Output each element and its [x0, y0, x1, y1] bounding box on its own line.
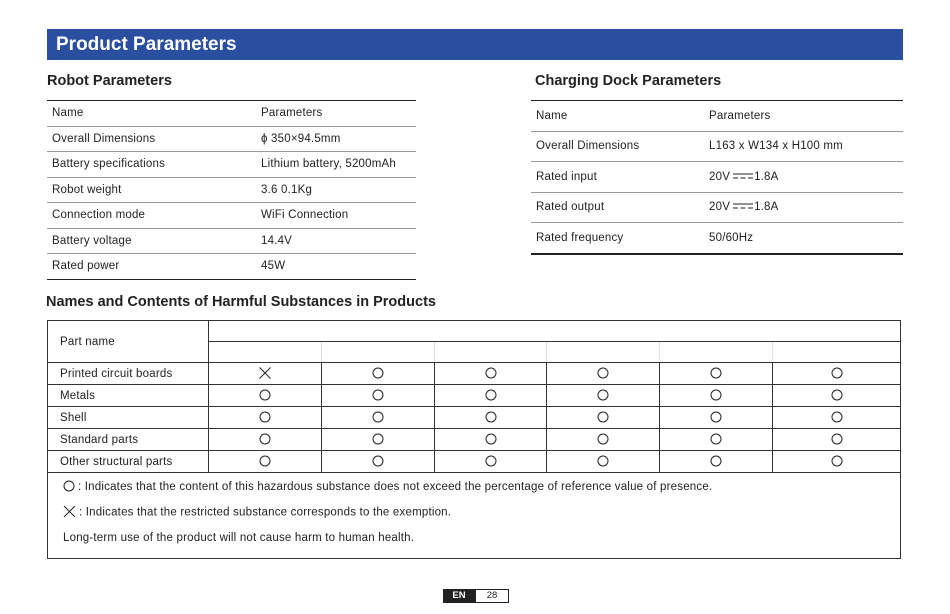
- hazard-cell: [208, 385, 321, 407]
- note-cross: [63, 506, 451, 519]
- circle-icon: [259, 389, 271, 401]
- circle-icon: [259, 433, 271, 445]
- hazard-cell: [434, 407, 547, 429]
- circle-icon: [372, 455, 384, 467]
- substance-header: [660, 342, 773, 363]
- hazard-cell: [773, 363, 900, 385]
- dc-symbol-icon: [733, 172, 753, 180]
- hazard-row: [48, 385, 900, 407]
- hazard-row: [48, 451, 900, 473]
- robot-param-name: Connection mode: [47, 203, 256, 229]
- page-title: Product Parameters: [56, 34, 237, 55]
- hazard-cell: [208, 429, 321, 451]
- substance-header: [547, 342, 660, 363]
- hazard-cell: [660, 407, 773, 429]
- hazard-row: [48, 363, 900, 385]
- hazard-cell: [208, 407, 321, 429]
- circle-icon: [597, 389, 609, 401]
- robot-param-name: Robot weight: [47, 177, 256, 203]
- dock-param-name: Rated output: [531, 192, 704, 223]
- part-name: Other structural parts: [48, 451, 208, 473]
- dock-param-value: [704, 192, 903, 223]
- robot-param-value: 3.6 0.1Kg: [256, 177, 416, 203]
- page-title-bar: [47, 29, 903, 60]
- dock-param-row: [531, 101, 903, 132]
- robot-param-value: WiFi Connection: [256, 203, 416, 229]
- circle-icon: [372, 433, 384, 445]
- hazard-row: [48, 407, 900, 429]
- dock-param-value: L163 x W134 x H100 mm: [704, 131, 903, 162]
- robot-param-row: [47, 203, 416, 229]
- circle-icon: [372, 389, 384, 401]
- circle-icon: [831, 455, 843, 467]
- dock-param-row: [531, 192, 903, 223]
- dock-parameters-title: Charging Dock Parameters: [535, 73, 722, 89]
- part-name: Printed circuit boards: [48, 363, 208, 385]
- hazard-cell: [660, 429, 773, 451]
- circle-icon: [710, 367, 722, 379]
- hazard-cell: [660, 363, 773, 385]
- robot-param-row: [47, 101, 416, 127]
- note-circle: [63, 481, 712, 493]
- robot-param-name: Battery specifications: [47, 152, 256, 178]
- dock-parameters-table: [531, 100, 903, 255]
- hazard-section-title: Names and Contents of Harmful Substances in Products: [46, 294, 436, 310]
- dock-param-name: Overall Dimensions: [531, 131, 704, 162]
- circle-icon: [831, 367, 843, 379]
- part-name: Standard parts: [48, 429, 208, 451]
- substance-header: [208, 342, 321, 363]
- hazard-cell: [773, 429, 900, 451]
- circle-icon: [259, 455, 271, 467]
- robot-param-name: Overall Dimensions: [47, 126, 256, 152]
- circle-icon: [259, 411, 271, 423]
- circle-icon: [485, 455, 497, 467]
- page-footer: [443, 589, 509, 603]
- robot-param-name: Name: [47, 101, 256, 127]
- dock-param-row: [531, 131, 903, 162]
- circle-icon: [372, 411, 384, 423]
- hazard-cell: [547, 451, 660, 473]
- language-badge: EN: [443, 589, 475, 603]
- circle-icon: [485, 389, 497, 401]
- hazard-cell: [660, 385, 773, 407]
- hazard-box: [47, 320, 901, 559]
- note-circle-text: : Indicates that the content of this hazardous substance does not exceed the percentage of reference value of presence.: [78, 481, 713, 494]
- robot-param-value: ϕ 350×94.5mm: [256, 126, 416, 152]
- dock-param-row: [531, 162, 903, 193]
- hazard-cell: [434, 363, 547, 385]
- dock-param-value: [704, 162, 903, 193]
- hazard-cell: [547, 363, 660, 385]
- hazard-row: [48, 429, 900, 451]
- cross-icon: [63, 505, 76, 518]
- hazard-cell: [208, 451, 321, 473]
- voltage-value: 20V: [709, 170, 731, 183]
- dock-param-name: Rated input: [531, 162, 704, 193]
- hazard-cell: [773, 407, 900, 429]
- hazard-cell: [321, 363, 434, 385]
- hazard-cell: [773, 385, 900, 407]
- robot-param-name: Battery voltage: [47, 228, 256, 254]
- hazard-cell: [660, 451, 773, 473]
- circle-icon: [710, 389, 722, 401]
- current-value: 1.8A: [754, 201, 779, 214]
- substance-group-header: [208, 321, 900, 342]
- circle-icon: [597, 455, 609, 467]
- hazard-cell: [773, 451, 900, 473]
- robot-param-value: Lithium battery, 5200mAh: [256, 152, 416, 178]
- page-number: 28: [475, 589, 509, 603]
- circle-icon: [597, 367, 609, 379]
- voltage-value: 20V: [709, 201, 731, 214]
- substance-header: [321, 342, 434, 363]
- circle-icon: [485, 433, 497, 445]
- robot-param-row: [47, 152, 416, 178]
- dock-param-value: 50/60Hz: [704, 223, 903, 254]
- circle-icon: [831, 433, 843, 445]
- circle-icon: [485, 367, 497, 379]
- dc-symbol-icon: [733, 202, 753, 210]
- robot-param-name: Rated power: [47, 254, 256, 280]
- robot-param-row: [47, 254, 416, 280]
- circle-icon: [831, 411, 843, 423]
- dock-param-value: Parameters: [704, 101, 903, 132]
- robot-param-row: [47, 228, 416, 254]
- circle-icon: [710, 455, 722, 467]
- circle-icon: [710, 433, 722, 445]
- circle-icon: [597, 411, 609, 423]
- robot-parameters-title: Robot Parameters: [47, 73, 172, 89]
- robot-param-value: 14.4V: [256, 228, 416, 254]
- hazard-cell: [321, 385, 434, 407]
- hazard-cell: [547, 407, 660, 429]
- dock-param-row: [531, 223, 903, 254]
- hazard-table: [48, 321, 900, 473]
- dock-param-name: Name: [531, 101, 704, 132]
- robot-param-row: [47, 126, 416, 152]
- note-health: Long-term use of the product will not cause harm to human health.: [63, 532, 415, 544]
- hazard-cell: [208, 363, 321, 385]
- substance-header: [434, 342, 547, 363]
- note-cross-text: : Indicates that the restricted substance corresponds to the exemption.: [79, 506, 452, 519]
- hazard-cell: [547, 429, 660, 451]
- robot-parameters-table: [47, 100, 416, 280]
- part-name-header: [48, 321, 208, 363]
- substance-header: [773, 342, 900, 363]
- cross-icon: [259, 367, 271, 379]
- hazard-cell: [321, 429, 434, 451]
- part-name: Shell: [48, 407, 208, 429]
- hazard-cell: [434, 385, 547, 407]
- circle-icon: [485, 411, 497, 423]
- hazard-cell: [547, 385, 660, 407]
- current-value: 1.8A: [754, 170, 779, 183]
- hazard-cell: [434, 429, 547, 451]
- circle-icon: [710, 411, 722, 423]
- circle-icon: [597, 433, 609, 445]
- robot-param-row: [47, 177, 416, 203]
- hazard-cell: [321, 407, 434, 429]
- part-name: Metals: [48, 385, 208, 407]
- robot-param-value: Parameters: [256, 101, 416, 127]
- part-name-label: Part name: [60, 335, 115, 348]
- dock-param-name: Rated frequency: [531, 223, 704, 254]
- robot-param-value: 45W: [256, 254, 416, 280]
- circle-icon: [372, 367, 384, 379]
- hazard-cell: [434, 451, 547, 473]
- hazard-cell: [321, 451, 434, 473]
- circle-icon: [831, 389, 843, 401]
- circle-icon: [63, 480, 75, 492]
